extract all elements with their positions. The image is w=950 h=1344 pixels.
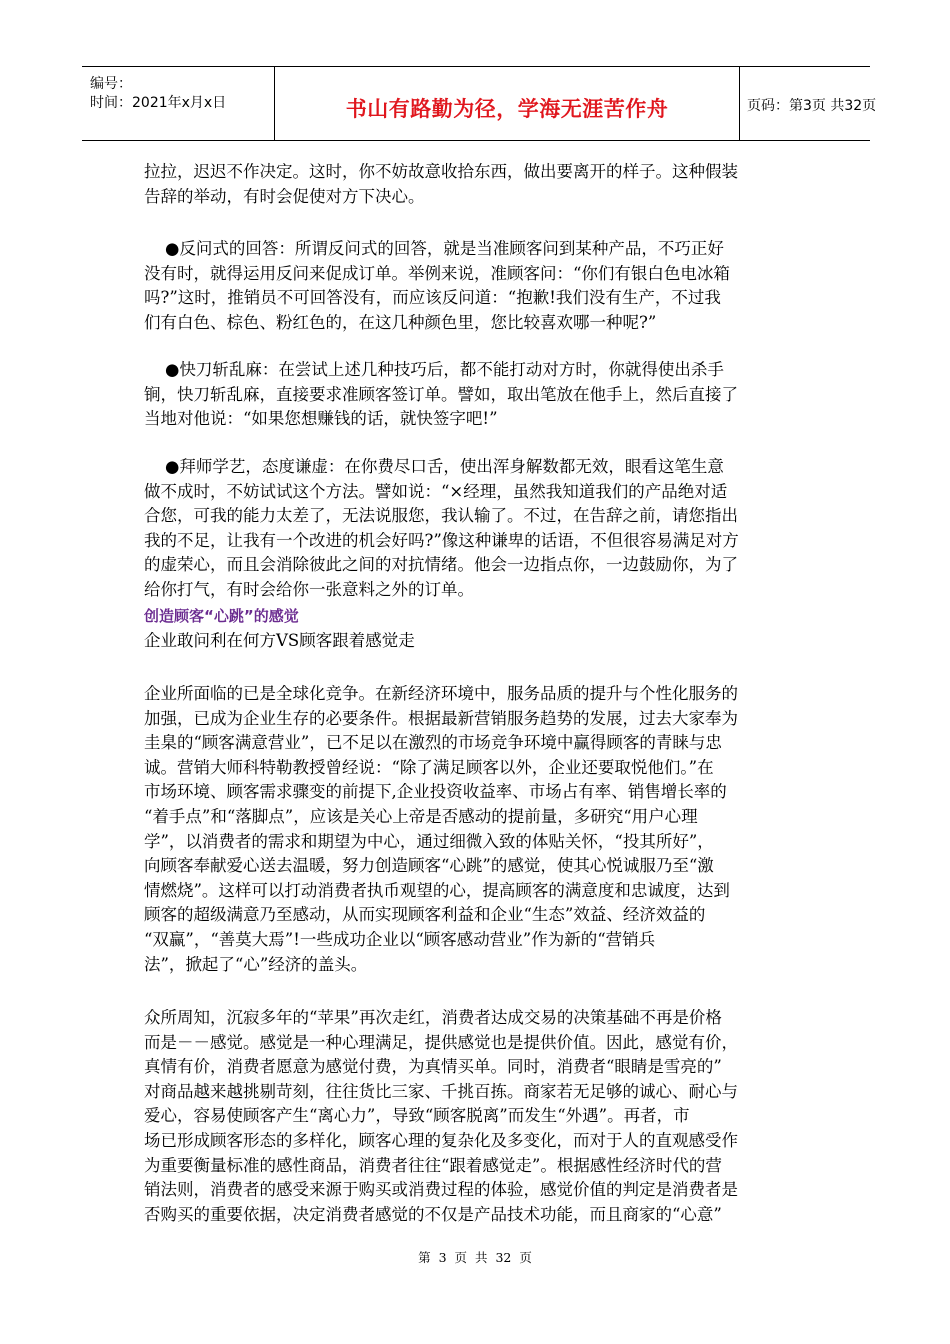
text-line: ●拜师学艺，态度谦虚：在你费尽口舌，使出浑身解数都无效，眼看这笔生意	[144, 457, 724, 476]
page-footer: 第 3 页 共 32 页	[418, 1250, 532, 1265]
text-line: 我的不足，让我有一个改进的机会好吗?”像这种谦卑的话语，不但很容易满足对方	[144, 530, 739, 550]
text-line: 拉拉，迟迟不作决定。这时，你不妨故意收拾东西，做出要离开的样子。这种假装	[144, 162, 738, 181]
text-line: 吗?”这时，推销员不可回答没有，而应该反问道：“抱歉!我们没有生产，不过我	[144, 288, 721, 308]
text-line: 场已形成顾客形态的多样化，顾客心理的复杂化及多变化，而对于人的直观感受作	[144, 1131, 738, 1150]
text-line: 真情有价，消费者愿意为感觉付费，为真情买单。同时，消费者“眼睛是雪亮的”	[144, 1057, 722, 1077]
text-line: 法”，掀起了“心”经济的盖头。	[144, 954, 368, 974]
text-line: 没有时，就得运用反问来促成订单。举例来说，准顾客问：“你们有银白色电冰箱	[144, 263, 730, 283]
section-heading: 创造顾客“心跳”的感觉	[144, 607, 299, 625]
text-line: 告辞的举动，有时会促使对方下决心。	[144, 186, 425, 206]
text-line: 企业所面临的已是全球化竞争。在新经济环境中，服务品质的提升与个性化服务的	[144, 684, 738, 703]
text-line: 为重要衡量标准的感性商品，消费者往往“跟着感觉走”。根据感性经济时代的营	[144, 1155, 722, 1175]
header-motto-cell	[274, 67, 740, 140]
text-line: “双赢”，“善莫大焉”!一些成功企业以“顾客感动营业”作为新的“营销兵	[144, 930, 656, 949]
text-line: 销法则，消费者的感受来源于购买或消费过程的体验，感觉价值的判定是消费者是	[144, 1180, 738, 1200]
text-line: 向顾客奉献爱心送去温暖，努力创造顾客“心跳”的感觉，使其心悦诚服乃至“激	[144, 856, 714, 876]
text-line: 锏，快刀斩乱麻，直接要求准顾客签订单。譬如，取出笔放在他手上，然后直接了	[144, 384, 738, 404]
text-line: 企业敢问利在何方VS顾客跟着感觉走	[144, 630, 415, 650]
document-number-label: 编号：	[90, 76, 132, 92]
document-date-label: 时间：2021年x月x日	[90, 95, 227, 111]
text-line: 们有白色、棕色、粉红色的，在这几种颜色里，您比较喜欢哪一种呢?”	[144, 312, 657, 332]
text-line: 的虚荣心，而且会消除彼此之间的对抗情绪。他会一边指点你，一边鼓励你，为了	[144, 555, 738, 575]
text-line: 做不成时，不妨试试这个方法。譬如说：“×经理，虽然我知道我们的产品绝对适	[144, 481, 728, 501]
text-line: 而是－－感觉。感觉是一种心理满足，提供感觉也是提供价值。因此，感觉有价，	[144, 1032, 738, 1052]
text-line: 否购买的重要依据，决定消费者感觉的不仅是产品技术功能，而且商家的“心意”	[144, 1204, 722, 1224]
text-line: 诚。营销大师科特勒教授曾经说：“除了满足顾客以外，企业还要取悦他们。”在	[144, 757, 714, 777]
text-line: 对商品越来越挑剔苛刻，往往货比三家、千挑百拣。商家若无足够的诚心、耐心与	[144, 1081, 738, 1101]
text-line: 圭臬的“顾客满意营业”，已不足以在激烈的市场竞争环境中赢得顾客的青睐与忠	[144, 733, 722, 753]
text-line: 情燃烧”。这样可以打动消费者执币观望的心，提高顾客的满意度和忠诚度，达到	[144, 880, 730, 900]
text-line: 合您，可我的能力太差了，无法说服您，我认输了。不过，在告辞之前，请您指出	[144, 506, 738, 526]
header-page-cell	[739, 67, 877, 140]
text-line: 给你打气，有时会给你一张意料之外的订单。	[144, 580, 474, 599]
text-line: ●反问式的回答：所谓反问式的回答，就是当准顾客问到某种产品，不巧正好	[144, 239, 724, 258]
text-line: 爱心，容易使顾客产生“离心力”，导致“顾客脱离”而发生“外遇”。再者，市	[144, 1106, 690, 1126]
text-line: 当地对他说：“如果您想赚钱的话，就快签字吧!”	[144, 409, 498, 429]
text-line: 学”，以消费者的需求和期望为中心，通过细微入致的体贴关怀，“投其所好”，	[144, 831, 714, 851]
text-line: ●快刀斩乱麻：在尝试上述几种技巧后，都不能打动对方时，你就得使出杀手	[144, 360, 724, 379]
header-meta-cell	[82, 67, 274, 140]
text-line: 众所周知，沉寂多年的“苹果”再次走红，消费者达成交易的决策基础不再是价格	[144, 1008, 722, 1027]
text-line: 市场环境、顾客需求骤变的前提下,企业投资收益率、市场占有率、销售增长率的	[144, 782, 727, 802]
header-motto: 书山有路勤为径，学海无涯苦作舟	[345, 97, 669, 121]
text-line: “着手点”和“落脚点”，应该是关心上帝是否感动的提前量，多研究“用户心理	[144, 807, 698, 826]
text-line: 加强，已成为企业生存的必要条件。根据最新营销服务趋势的发展，过去大家奉为	[144, 708, 738, 728]
header-page-number: 页码：第3页 共32页	[747, 98, 877, 114]
page-header	[82, 66, 877, 141]
text-line: 顾客的超级满意乃至感动，从而实现顾客利益和企业“生态”效益、经济效益的	[144, 905, 706, 925]
